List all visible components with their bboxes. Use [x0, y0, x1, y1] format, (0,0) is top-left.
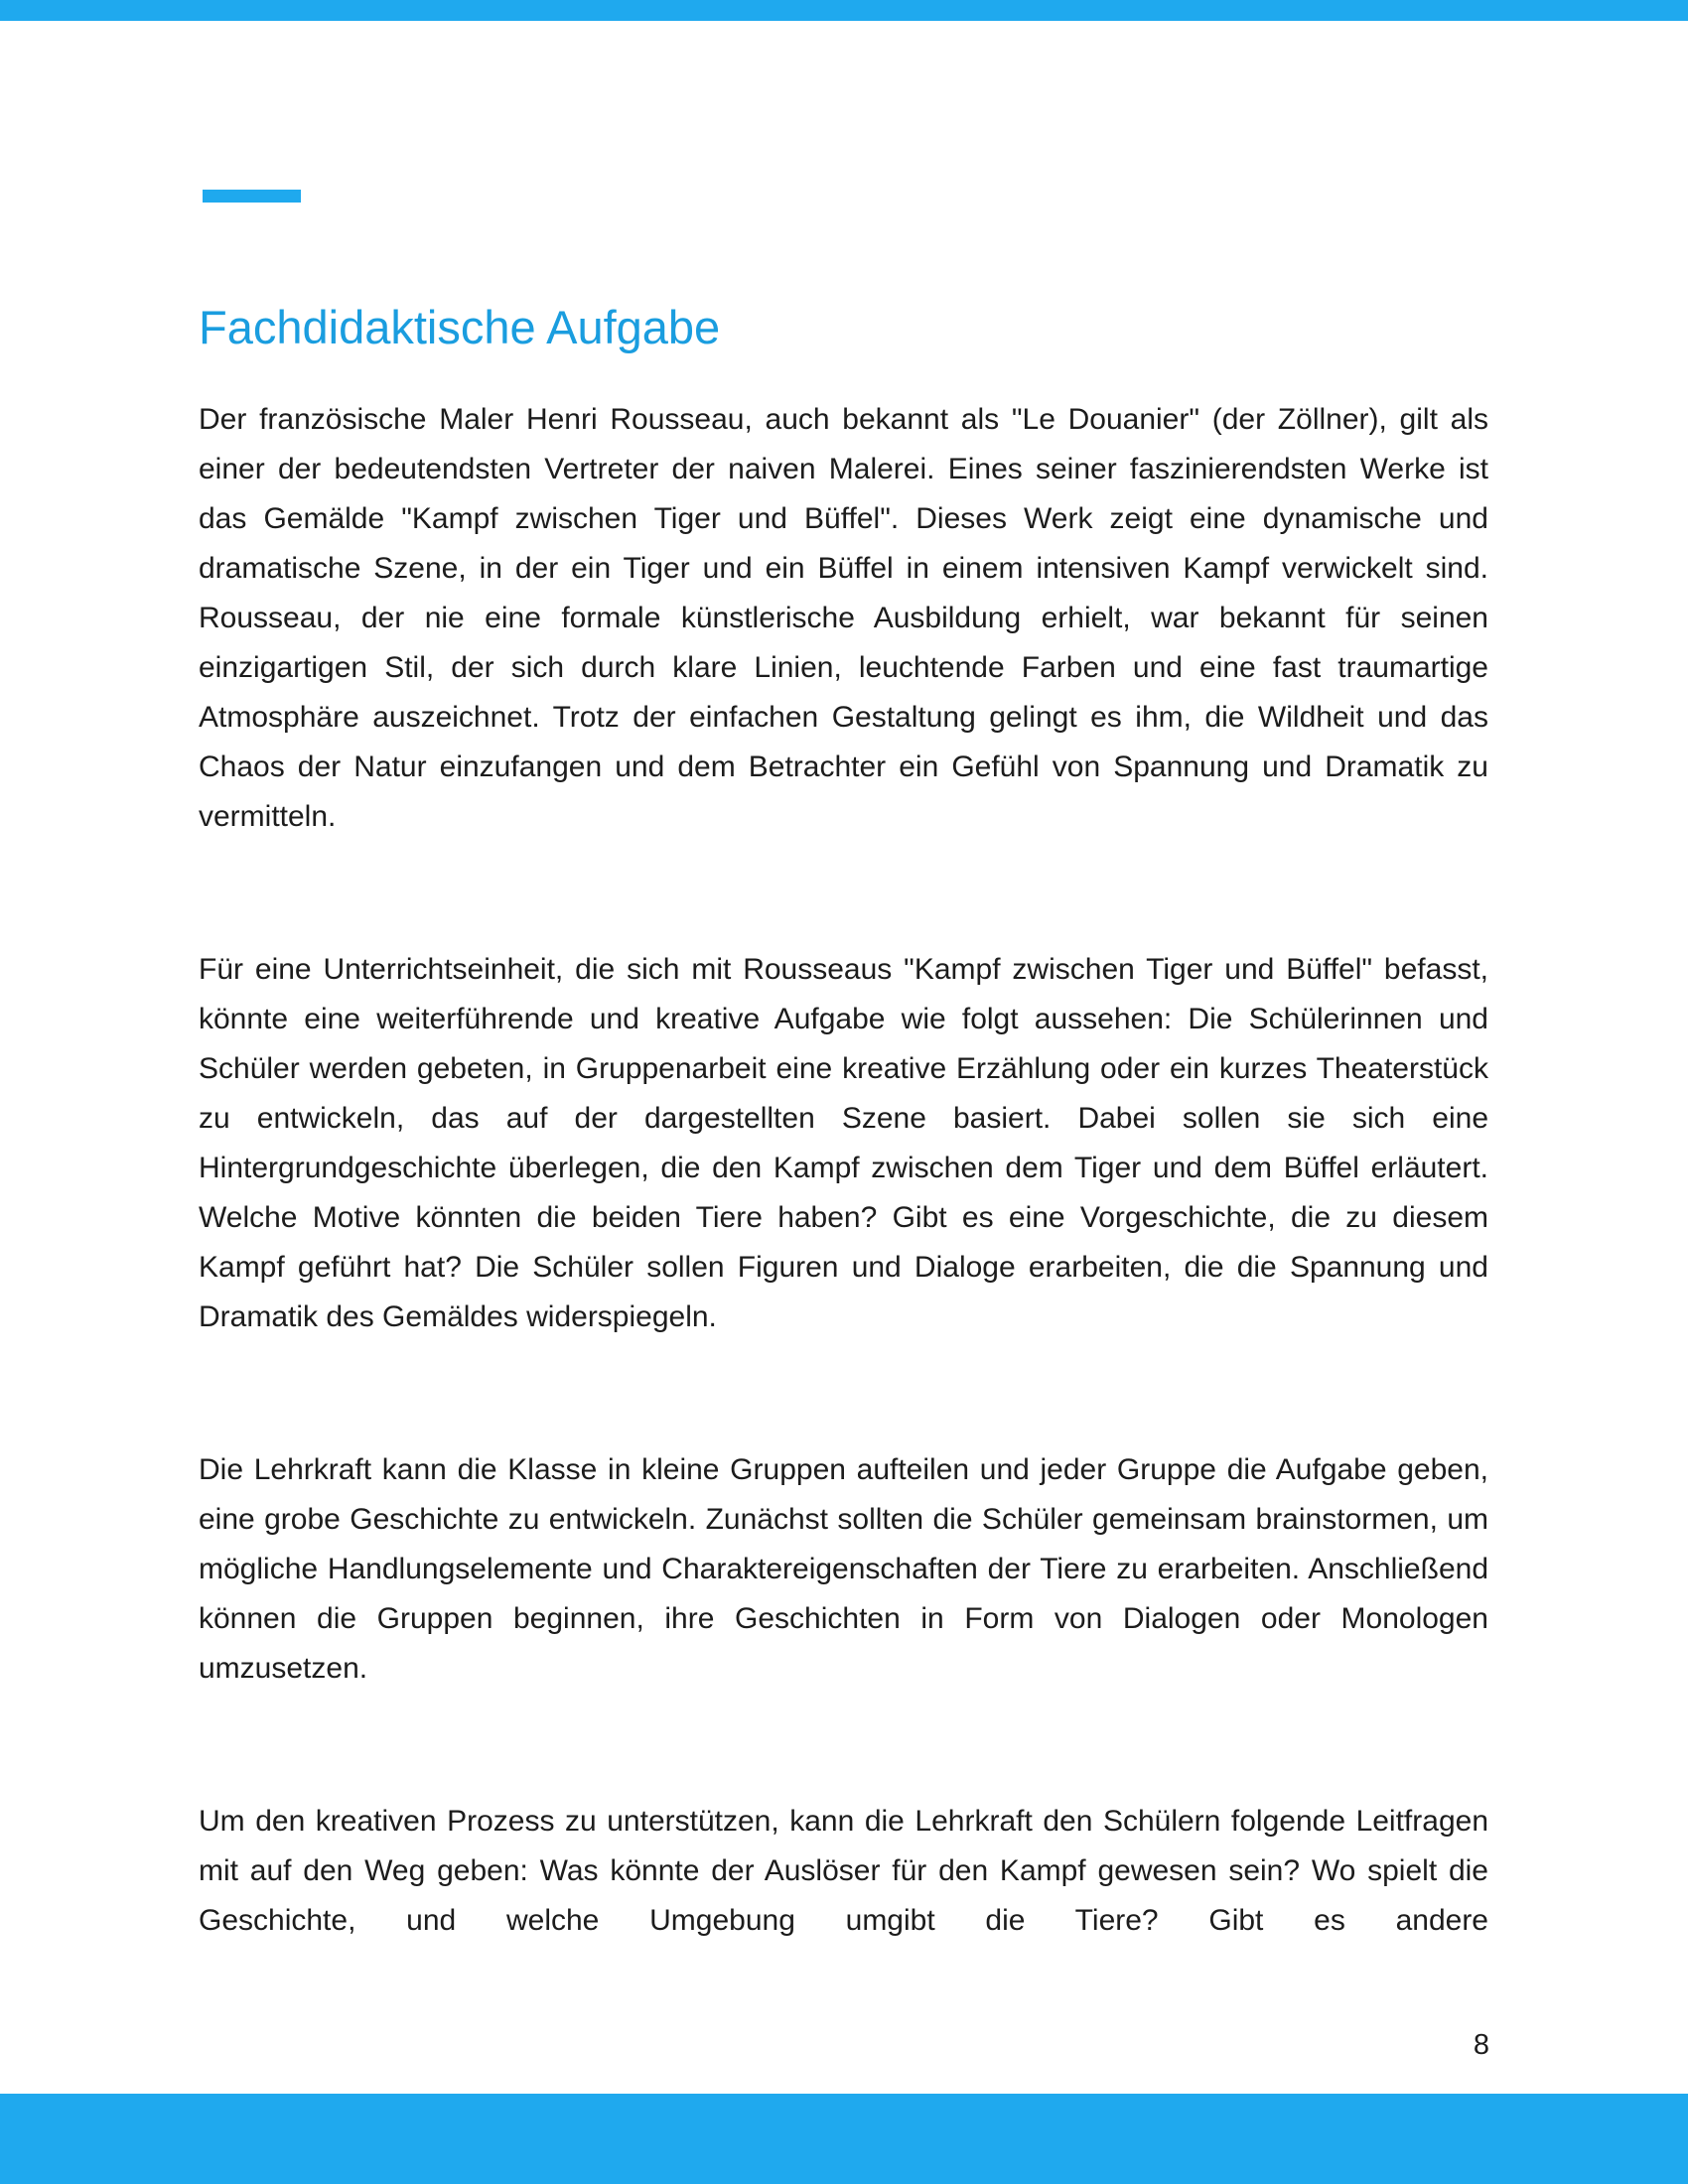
main-content	[199, 395, 1488, 2049]
page-number: 8	[1473, 2029, 1489, 2061]
paragraph-guiding-questions: Um den kreativen Prozess zu unterstützen, kann die Lehrkraft den Schülern folgende Leitfragen mit auf den Weg geben: Was könnte der Auslöser für den Kampf gewesen sein? Wo spielt die Geschichte, und welche Umgebung umgibt die Tiere? Gibt es andere	[199, 1805, 1488, 1937]
bottom-accent-bar	[0, 2094, 1688, 2184]
paragraph-groups: Die Lehrkraft kann die Klasse in kleine Gruppen aufteilen und jeder Gruppe die Aufgabe geben, eine grobe Geschichte zu entwickeln. Zunächst sollten die Schüler gemeinsam brainstormen, um mögliche Handlungselemente und Charaktereigenschaften der Tiere zu erarbeiten. Anschließend können die Gruppen beginnen, ihre Geschichten in Form von Dialogen oder Monologen umzusetzen.	[199, 1453, 1488, 1685]
paragraph-intro: Der französische Maler Henri Rousseau, auch bekannt als "Le Douanier" (der Zöllner), gilt als einer der bedeutendsten Vertreter der naiven Malerei. Eines seiner faszinierendsten Werke ist das Gemälde "Kampf zwischen Tiger und Büffel". Dieses Werk zeigt eine dynamische und dramatische Szene, in der ein Tiger und ein Büffel in einem intensiven Kampf verwickelt sind. Rousseau, der nie eine formale künstlerische Ausbildung erhielt, war bekannt für seinen einzigartigen Stil, der sich durch klare Linien, leuchtende Farben und eine fast traumartige Atmosphäre auszeichnet. Trotz der einfachen Gestaltung gelingt es ihm, die Wildheit und das Chaos der Natur einzufangen und dem Betrachter ein Gefühl von Spannung und Dramatik zu vermitteln.	[199, 403, 1488, 833]
paragraph-task: Für eine Unterrichtseinheit, die sich mit Rousseaus "Kampf zwischen Tiger und Büffel" befasst, könnte eine weiterführende und kreative Aufgabe wie folgt aussehen: Die Schülerinnen und Schüler werden gebeten, in Gruppenarbeit eine kreative Erzählung oder ein kurzes Theaterstück zu entwickeln, das auf der dargestellten Szene basiert. Dabei sollen sie sich eine Hintergrundgeschichte überlegen, die den Kampf zwischen dem Tiger und dem Büffel erläutert. Welche Motive könnten die beiden Tiere haben? Gibt es eine Vorgeschichte, die zu diesem Kampf geführt hat? Die Schüler sollen Figuren und Dialoge erarbeiten, die die Spannung und Dramatik des Gemäldes widerspiegeln.	[199, 953, 1488, 1333]
page-title: Fachdidaktische Aufgabe	[199, 301, 721, 353]
title-accent-dash	[203, 190, 301, 203]
top-accent-bar	[0, 0, 1688, 21]
